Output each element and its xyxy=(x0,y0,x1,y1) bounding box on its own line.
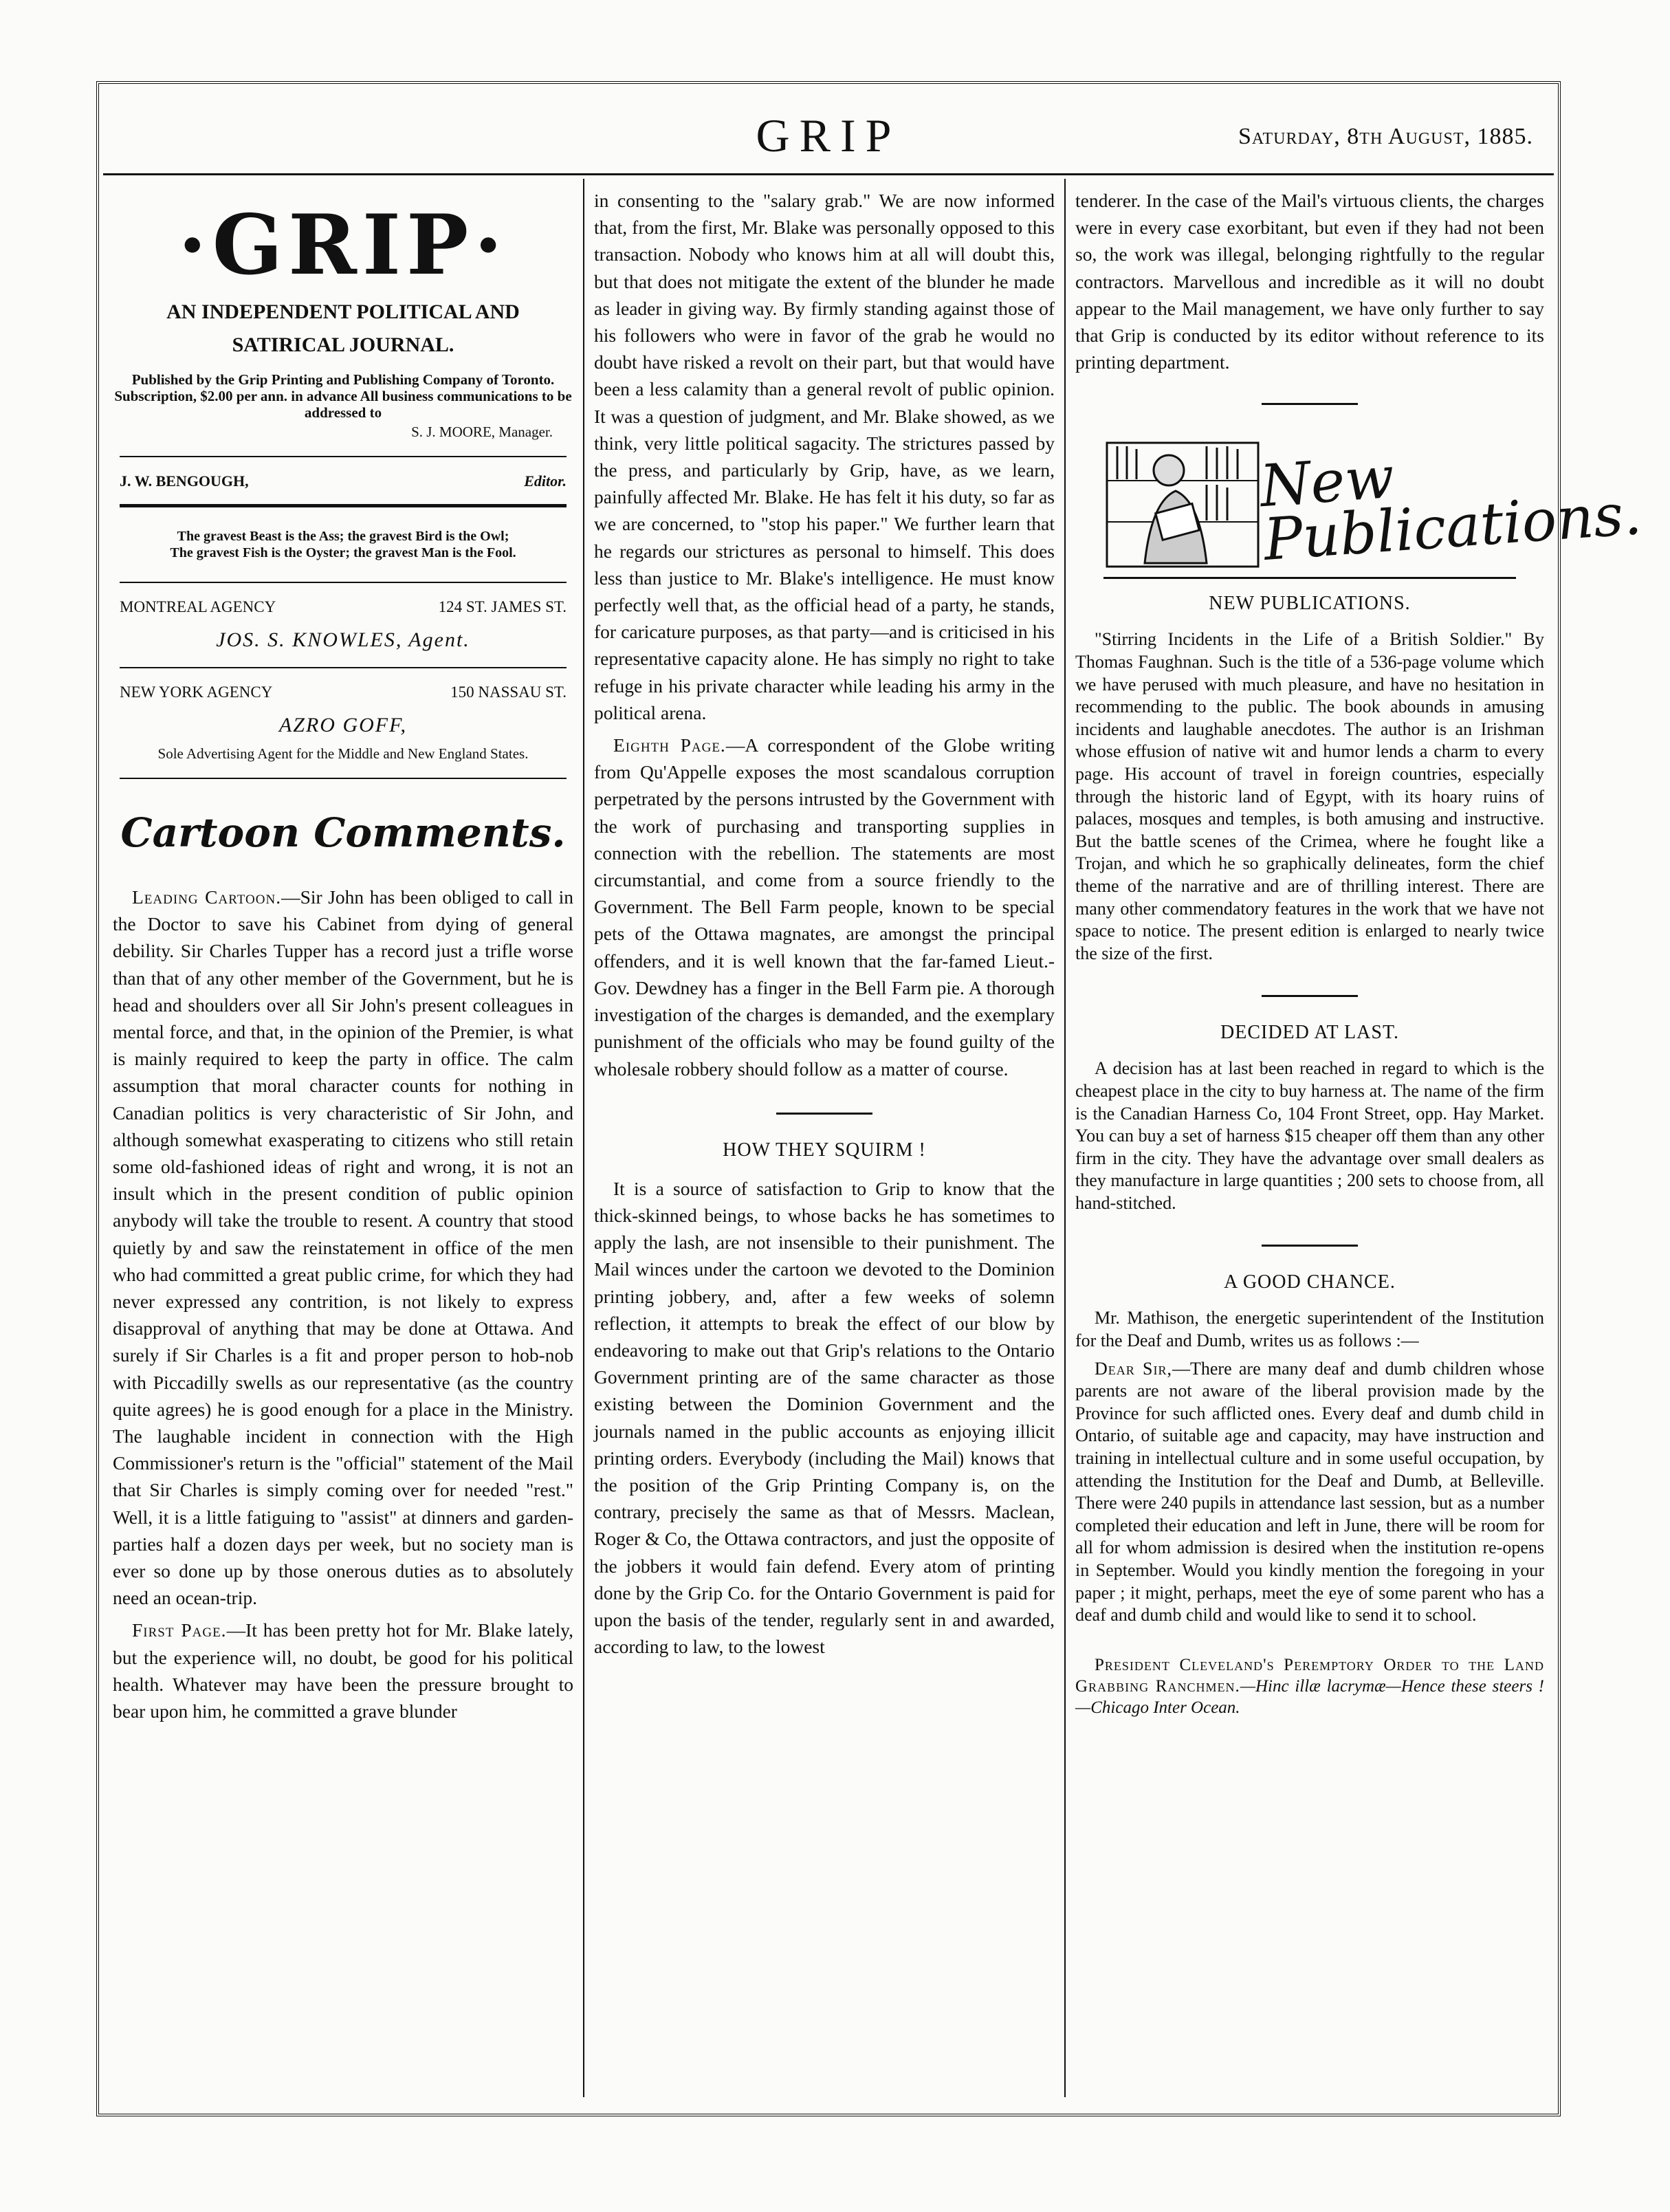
montreal-agent: JOS. S. KNOWLES, Agent. xyxy=(216,628,470,651)
decided-heading: DECIDED AT LAST. xyxy=(1220,1022,1399,1044)
manager-name: S. J. MOORE, Manager. xyxy=(411,424,553,440)
newyork-label: NEW YORK AGENCY xyxy=(120,683,273,701)
letter-body: —There are many deaf and dumb children whose parents are not aware of the liberal provision made by the Province for such afflicted ones. Every deaf and dumb child in Ontario, of suitable age and capacity, may have instruction and training in intellectual culture and in some useful occupation, by attending the Institution for the Deaf and Dumb, at Belleville. There were 240 pupils in attendance last session, but as a number completed their education and left in June, there will be room for all for whom admission is desired when the institution re-opens in September. Would you kindly mention the foregoing in your paper ; it might, perhaps, meet the eye of some parent who has a deaf and dumb child and would like to send it to school. xyxy=(1075,1358,1544,1625)
new-publications-illustration xyxy=(1103,432,1644,579)
editor-row xyxy=(120,472,567,490)
good-chance-intro: Mr. Mathison, the energetic superintendent of the Institution for the Deaf and Dumb, writes us as follows :— xyxy=(1075,1308,1544,1351)
subtitle-line-1: AN INDEPENDENT POLITICAL AND xyxy=(166,300,520,323)
divider xyxy=(1262,1245,1358,1247)
leading-cartoon-text: —Sir John has been obliged to call in the Doctor to save his Cabinet from dying of general debility. Sir Charles Tupper has a record just a trifle worse than that of any other member of the Government, but he is head and shoulders over all Sir John's present colleagues in mental force, and that, in the opinion of the Premier, is what is mainly required to keep the party in office. The calm assumption that moral character counts for nothing in Canadian politics is very characteristic of Sir John, and although somewhat exasperating to citizens who still retain some old-fashioned ideas of right and wrong, it is not an insult which in the present condition of public opinion anybody will take the trouble to resent. A country that stood quietly by and saw the reinstatement in office of the men who had committed a great public crime, for which they had never expressed any contrition, is not likely to express disapproval of anything that may be done at Ottawa. And surely if Sir Charles is a fit and proper person to hob-nob with Piccadilly swells as our representative (as the country quite agrees) he is good enough for a place in the Ministry. The laughable incident in connection with the High Commissioner's return is the "official" statement of the Mail that Sir Charles is simply coming over for needed "rest." Well, it is a little fatiguing to "assist" at dinners and garden-parties half a dozen days per week, but no society man is ever so done up by those onerous duties as to absolutely need an ocean-trip. xyxy=(113,886,574,1609)
squirm-continuation: tenderer. In the case of the Mail's virtuous clients, the charges were in every case exorbitant, but even if they had not been so, the work was illegal, belonging rightfully to the regular contractors. Marvellous and incredible as it will no doubt appear to the Mail management, we have only further to say that Grip is conducted by its editor without reference to its printing department. xyxy=(1075,190,1544,373)
first-page-label: First Page. xyxy=(132,1619,227,1641)
first-page-paragraph xyxy=(113,1617,573,1724)
cleveland-note-text: —Hinc illæ lacrymæ—Hence these steers !—Chicago Inter Ocean. xyxy=(1075,1676,1544,1717)
good-chance-letter xyxy=(1075,1358,1544,1627)
squirm-text: It is a source of satisfaction to Grip to know that the thick-skinned beings, to whose backs he has sometimes to apply the lash, are not insensible to their punishment. The Mail winces under the cartoon we devoted to the Dominion printing jobbery, and, after a few weeks of solemn reflection, it attempts to break the effect of our blow by endeavoring to make out that Grip's relations to the Ontario Government printing are of the same character as those existing between the Dominion Government and the journals named in the public accounts as enjoying illicit printing orders. Everybody (including the Mail) knows that the position of the Grip Printing Company is, on the contrary, precisely the same as that of Messrs. Maclean, Roger & Co, the Ottawa contractors, and just the opposite of the jobbers it would fain defend. Every atom of printing done by the Grip Co. for the Ontario Government is paid for upon the basis of the tender, regularly sent in and awarded, according to law, to the lowest xyxy=(594,1177,1055,1658)
subtitle-line-2: SATIRICAL JOURNAL. xyxy=(232,333,454,356)
newyork-agency xyxy=(120,683,567,701)
cleveland-note xyxy=(1075,1654,1544,1718)
montreal-agency xyxy=(120,598,567,616)
column-3 xyxy=(1066,179,1644,2097)
montreal-label: MONTREAL AGENCY xyxy=(120,598,276,615)
masthead xyxy=(103,103,1554,175)
journal-subtitle xyxy=(113,296,573,362)
squirm-heading: HOW THEY SQUIRM ! xyxy=(723,1139,926,1161)
motto-line-1: The gravest Beast is the Ass; the gravest Bird is the Owl; xyxy=(177,529,509,544)
divider xyxy=(120,504,567,507)
motto xyxy=(113,528,573,561)
divider xyxy=(120,778,567,779)
newyork-agent: AZRO GOFF, xyxy=(278,714,408,736)
column-1 xyxy=(103,179,584,2097)
divider xyxy=(1262,995,1358,997)
newyork-address: 150 NASSAU ST. xyxy=(450,683,567,701)
divider xyxy=(120,667,567,668)
decided-text: A decision has at last been reached in regard to which is the cheapest place in the city to buy harness at. The name of the firm is the Canadian Harness Co, 104 Front Street, opp. Hay Market. You can buy a set of harness $15 cheaper off them than any other firm in the city. They have the advantage over small dealers as they manufacture in large quantities ; 200 sets to choose from, all hand-stitched. xyxy=(1075,1058,1544,1213)
motto-line-2: The gravest Fish is the Oyster; the gravest Man is the Fool. xyxy=(170,545,516,560)
new-publications-text: "Stirring Incidents in the Life of a British Soldier." By Thomas Faughnan. Such is the title of a 536-page volume which we have perused with much pleasure, and have no hesitation in recommending to the public. The book abounds in amusing incidents and laughable anecdotes. The author is an Irishman whose effusion of native wit and humor lends a charm to every page. His account of travel in foreign countries, especially through the historic land of Egypt, with its hoary ruins of palaces, mosques and temples, is both amusing and instructive. But the battle scenes of the Crimea, where he fought like a Trojan, and which he so graphically delineates, form the chief theme of the narrative and are of thrilling interest. There are many other commendatory features in the work that we have not space to notice. The present edition is enlarged to nearly twice the size of the first. xyxy=(1075,629,1544,963)
editor-label: Editor. xyxy=(524,472,567,490)
eighth-page-paragraph xyxy=(594,732,1055,1082)
eighth-page-label: Eighth Page. xyxy=(613,734,726,756)
new-publications-heading: NEW PUBLICATIONS. xyxy=(1209,593,1411,615)
column-2 xyxy=(584,179,1066,2097)
cleveland-note-caps: President Cleveland's Peremptory Order to the Land Grabbing Ranchmen. xyxy=(1075,1655,1544,1696)
letter-salutation: Dear Sir, xyxy=(1095,1358,1172,1379)
first-page-continuation: in consenting to the "salary grab." We are now informed that, from the first, Mr. Blake was personally opposed to this transaction. Nobody who knows him at all will doubt this, but that does not mitigate the extent of the blunder he made as leader in giving way. By firmly standing against those of his followers who were in favor of the grab he would no doubt have risked a revolt on their part, but that would have been a less calamity than a general revolt of public opinion. It was a question of judgment, and Mr. Blake showed, as we think, very little political sagacity. The strictures passed by the press, and particularly by Grip, have, as we learn, painfully affected Mr. Blake. He has felt it his duty, so far as we are concerned, to "stop his paper." We further learn that he regards our strictures as personal to himself. This does less than justice to Mr. Blake's intelligence. He must know perfectly well that, as the official head of a party, he stands, for caricature purposes, as that party—and is criticised in his representative capacity alone. He has simply no right to take refuge in his private character while leading his army in the political arena. xyxy=(594,190,1055,723)
divider xyxy=(1262,403,1358,405)
divider xyxy=(120,582,567,583)
leading-cartoon-label: Leading Cartoon. xyxy=(132,886,282,908)
first-page-text: —It has been pretty hot for Mr. Blake lately, but the experience will, no doubt, be good for his political health. Whatever may have been the pressure brought to bear upon him, he committed a grave blunder xyxy=(113,1619,573,1722)
reading-figure-icon xyxy=(1103,439,1262,570)
grip-logo: ·GRIP· xyxy=(177,197,509,294)
new-publications-title-art: New Publications. xyxy=(1257,444,1644,574)
editor-name: J. W. BENGOUGH, xyxy=(120,472,249,490)
masthead-title: GRIP xyxy=(756,109,901,162)
divider xyxy=(120,456,567,457)
publisher-info: Published by the Grip Printing and Publishing Company of Toronto. Subscription, $2.00 per ann. in advance All business communications to be addressed to xyxy=(114,371,572,421)
montreal-address: 124 ST. JAMES ST. xyxy=(438,598,567,615)
issue-date: Saturday, 8th August, 1885. xyxy=(1238,124,1533,149)
cartoon-comments-heading: Cartoon Comments. xyxy=(120,809,566,856)
newyork-note: Sole Advertising Agent for the Middle and New England States. xyxy=(157,745,529,762)
eighth-page-text: —A correspondent of the Globe writing from Qu'Appelle exposes the most scandalous corruption perpetrated by the persons intrusted by the Government with the work of purchasing and transporting supplies in connection with the rebellion. The statements are most circumstantial, and come from a source friendly to the Government. The Bell Farm people, known to be special pets of the Ottawa magnates, are amongst the principal offenders, and it is well known that the far-famed Lieut.-Gov. Dewdney has a finger in the Bell Farm pie. A thorough investigation of the charges is demanded, and the exemplary punishment of the officials who may be found guilty of the wholesale robbery should follow as a matter of course. xyxy=(594,734,1055,1080)
leading-cartoon-paragraph xyxy=(113,884,573,1611)
divider xyxy=(776,1113,872,1115)
good-chance-heading: A GOOD CHANCE. xyxy=(1224,1271,1396,1293)
